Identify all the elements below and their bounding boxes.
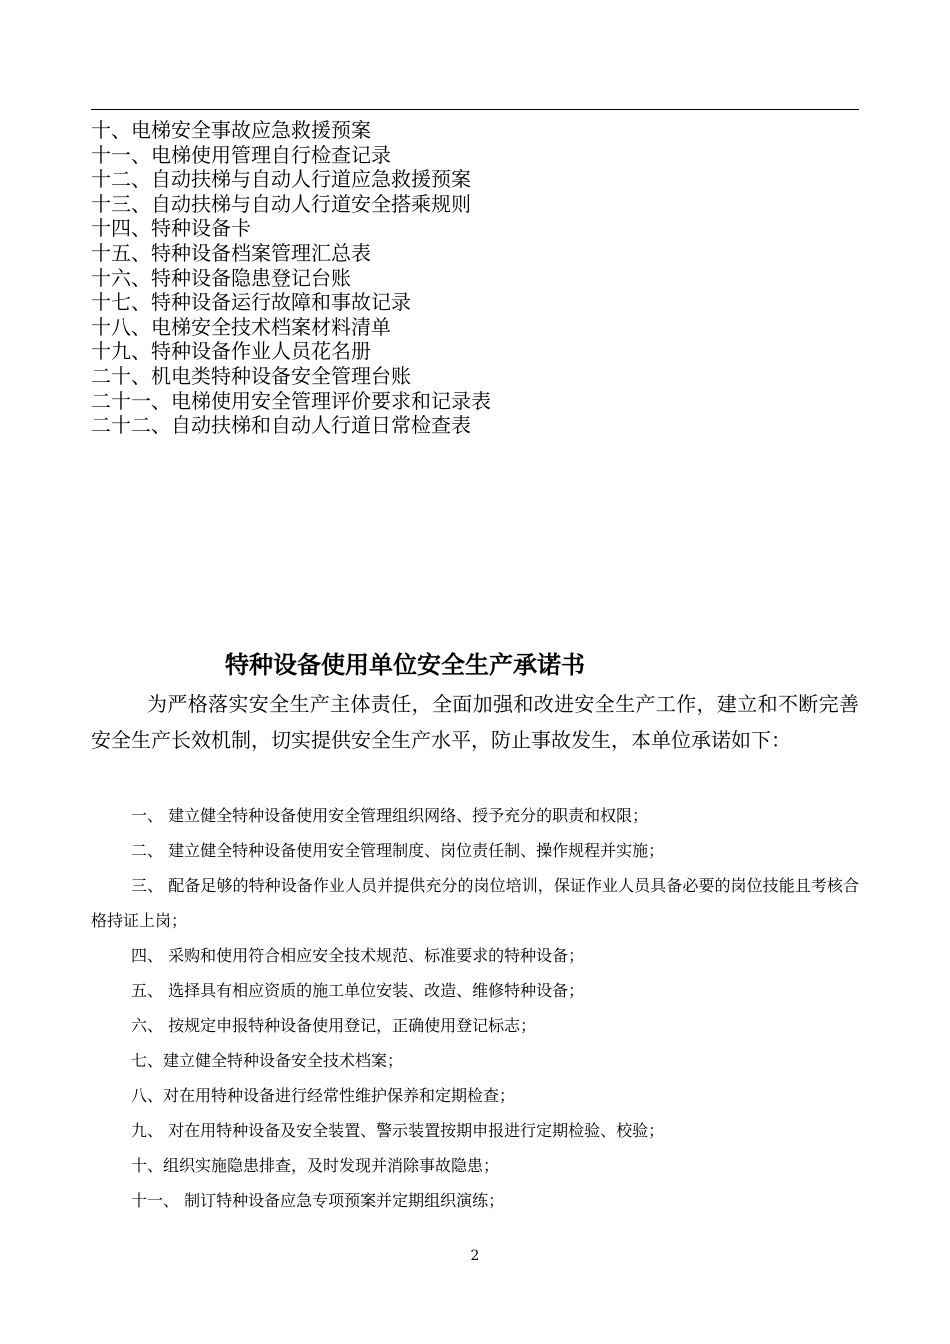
commitment-item: 二、 建立健全特种设备使用安全管理制度、岗位责任制、操作规程并实施； xyxy=(131,841,665,860)
commitment-item: 四、 采购和使用符合相应安全技术规范、标准要求的特种设备； xyxy=(131,946,585,965)
commitment-item: 十一、 制订特种设备应急专项预案并定期组织演练； xyxy=(131,1191,505,1210)
commitment-item: 六、 按规定申报特种设备使用登记，正确使用登记标志； xyxy=(131,1016,537,1035)
toc-item: 十一、电梯使用管理自行检查记录 xyxy=(91,142,391,167)
page-number: 2 xyxy=(470,1248,480,1264)
toc-item: 十七、特种设备运行故障和事故记录 xyxy=(91,290,411,315)
toc-item: 二十、机电类特种设备安全管理台账 xyxy=(91,363,411,388)
toc-item: 十二、自动扶梯与自动人行道应急救援预案 xyxy=(91,167,471,192)
commitment-list xyxy=(91,798,859,1218)
intro-paragraph: 为严格落实安全生产主体责任，全面加强和改进安全生产工作，建立和不断完善安全生产长效机制，切实提供安全生产水平，防止事故发生，本单位承诺如下： xyxy=(91,692,859,752)
toc-item: 十八、电梯安全技术档案材料清单 xyxy=(91,314,391,339)
commitment-item: 三、 配备足够的特种设备作业人员并提供充分的岗位培训，保证作业人员具备必要的岗位技能且考核合格持证上岗； xyxy=(91,876,859,930)
table-of-contents xyxy=(91,118,491,438)
document-title: 特种设备使用单位安全生产承诺书 xyxy=(225,651,585,679)
toc-item: 十、电梯安全事故应急救援预案 xyxy=(91,118,371,142)
toc-item: 十四、特种设备卡 xyxy=(91,216,251,241)
commitment-item: 八、对在用特种设备进行经常性维护保养和定期检查； xyxy=(131,1086,516,1105)
header-rule xyxy=(91,109,859,110)
commitment-item: 七、建立健全特种设备安全技术档案； xyxy=(131,1051,404,1070)
toc-item: 二十二、自动扶梯和自动人行道日常检查表 xyxy=(91,413,471,438)
commitment-item: 一、 建立健全特种设备使用安全管理组织网络、授予充分的职责和权限； xyxy=(131,806,649,825)
toc-item: 十六、特种设备隐患登记台账 xyxy=(91,265,351,290)
commitment-item: 十、组织实施隐患排查，及时发现并消除事故隐患； xyxy=(131,1156,500,1175)
commitment-item: 九、 对在用特种设备及安全装置、警示装置按期申报进行定期检验、校验； xyxy=(131,1121,665,1140)
toc-item: 十九、特种设备作业人员花名册 xyxy=(91,339,371,364)
toc-item: 二十一、电梯使用安全管理评价要求和记录表 xyxy=(91,388,491,413)
toc-item: 十五、特种设备档案管理汇总表 xyxy=(91,240,371,265)
toc-item: 十三、自动扶梯与自动人行道安全搭乘规则 xyxy=(91,191,471,216)
commitment-item: 五、 选择具有相应资质的施工单位安装、改造、维修特种设备； xyxy=(131,981,585,1000)
